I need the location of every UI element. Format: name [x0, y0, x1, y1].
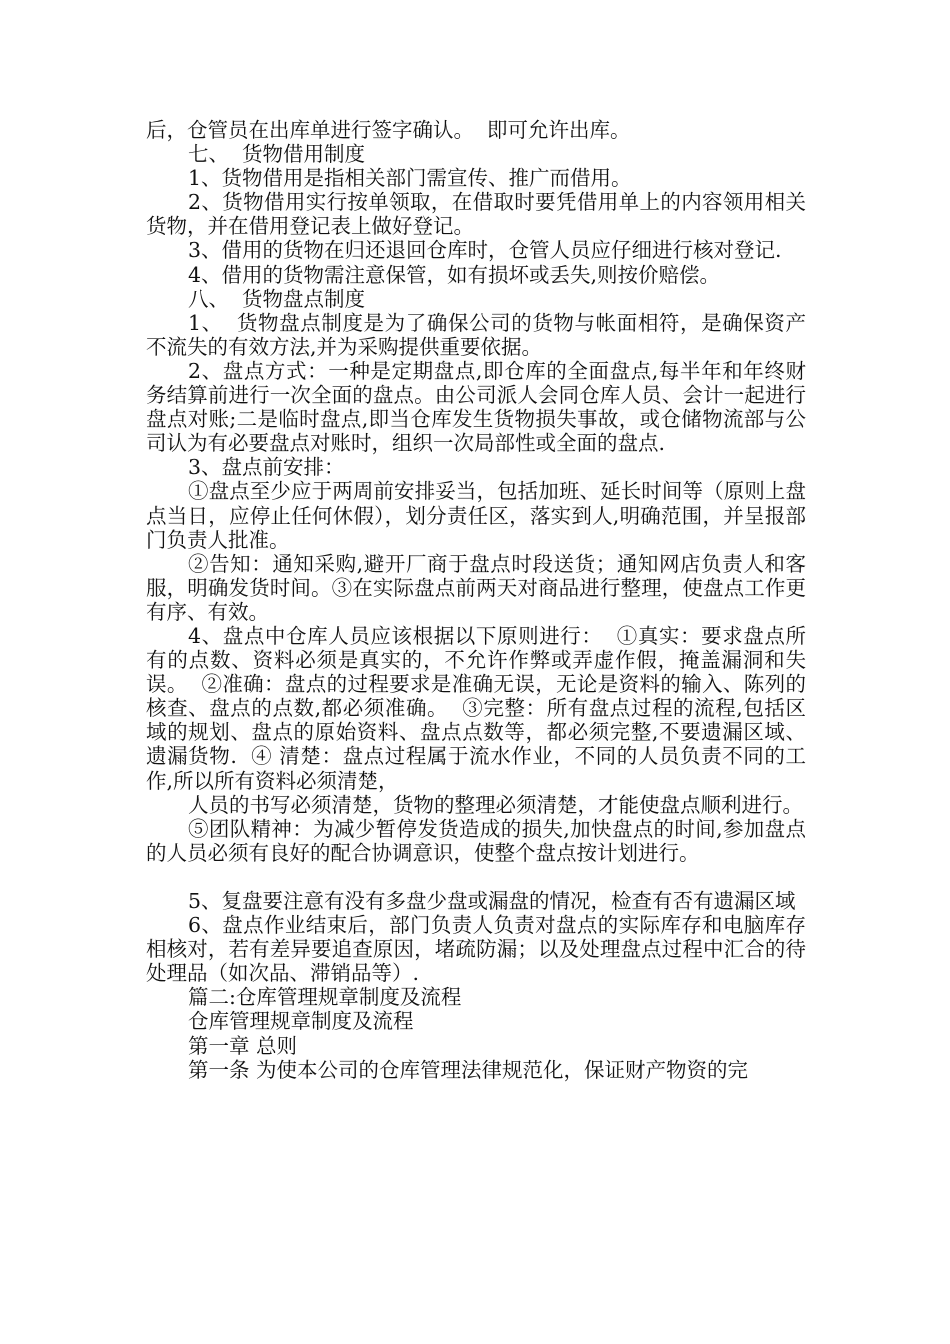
document-page: [146, 118, 806, 1082]
paragraph-8-3: 3、盘点前安排：: [188, 455, 345, 480]
article-title-2: 篇二:仓库管理规章制度及流程: [188, 985, 462, 1010]
paragraph-8-4-cont: 人员的书写必须清楚，货物的整理必须清楚，才能使盘点顺利进行。: [188, 792, 803, 817]
blank-line: [146, 865, 806, 889]
paragraph-8-1: 1、 货物盘点制度是为了确保公司的货物与帐面相符，是确保资产不流失的有效方法,并为采购提供重要依据。: [146, 310, 806, 359]
chapter-heading-1: 第一章 总则: [188, 1033, 298, 1058]
paragraph-8-5: 5、复盘要注意有没有多盘少盘或漏盘的情况，检查有否有遗漏区域: [188, 889, 796, 913]
section-heading-7: 七、 货物借用制度: [188, 142, 366, 167]
document-title: 仓库管理规章制度及流程: [188, 1009, 414, 1034]
section-heading-8: 八、 货物盘点制度: [188, 286, 366, 311]
paragraph-8-6: 6、盘点作业结束后，部门负责人负责对盘点的实际库存和电脑库存相核对，若有差异要追查原因，堵疏防漏；以及处理盘点过程中汇合的待处理品（如次品、滞销品等）.: [146, 913, 806, 986]
paragraph-7-2: 2、货物借用实行按单领取，在借取时要凭借用单上的内容领用相关货物，并在借用登记表上做好登记。: [146, 190, 806, 239]
paragraph-continuation: 后，仓管员在出库单进行签字确认。 即可允许出库。: [146, 118, 631, 142]
paragraph-7-3: 3、借用的货物在归还退回仓库时，仓管人员应仔细进行核对登记.: [188, 238, 782, 263]
paragraph-8-4-team: ⑤团队精神：为减少暂停发货造成的损失,加快盘点的时间,参加盘点的人员必须有良好的配合协调意识，使整个盘点按计划进行。: [146, 816, 806, 865]
paragraph-8-3-b: ②告知：通知采购,避开厂商于盘点时段送货；通知网店负责人和客服，明确发货时间。③在实际盘点前两天对商品进行整理，使盘点工作更有序、有效。: [146, 551, 806, 624]
article-1: 第一条 为使本公司的仓库管理法律规范化，保证财产物资的完: [188, 1057, 749, 1082]
paragraph-7-1: 1、货物借用是指相关部门需宣传、推广而借用。: [188, 166, 632, 191]
paragraph-8-3-a: ①盘点至少应于两周前安排妥当，包括加班、延长时间等（原则上盘点当日，应停止任何休假），划分责任区，落实到人,明确范围，并呈报部门负责人批准。: [146, 479, 806, 552]
paragraph-8-4: 4、盘点中仓库人员应该根据以下原则进行： ①真实：要求盘点所有的点数、资料必须是真实的，不允许作弊或弄虚作假，掩盖漏洞和失误。 ②准确：盘点的过程要求是准确无误，无论是资料的输入、陈列的核查、盘点的点数,都必须准确。 ③完整：所有盘点过程的流程,包括区域的规划、盘点的原始资料、盘点点数等，都必须完整,不要遗漏区域、遗漏货物. ④ 清楚：盘点过程属于流水作业，不同的人员负责不同的工作,所以所有资料必须清楚，: [146, 623, 806, 793]
paragraph-8-2: 2、盘点方式：一种是定期盘点,即仓库的全面盘点,每半年和年终财务结算前进行一次全面的盘点。由公司派人会同仓库人员、会计一起进行盘点对账;二是临时盘点,即当仓库发生货物损失事故，或仓储物流部与公司认为有必要盘点对账时，组织一次局部性或全面的盘点.: [146, 358, 806, 456]
paragraph-7-4: 4、借用的货物需注意保管，如有损坏或丢失,则按价赔偿。: [188, 262, 721, 287]
